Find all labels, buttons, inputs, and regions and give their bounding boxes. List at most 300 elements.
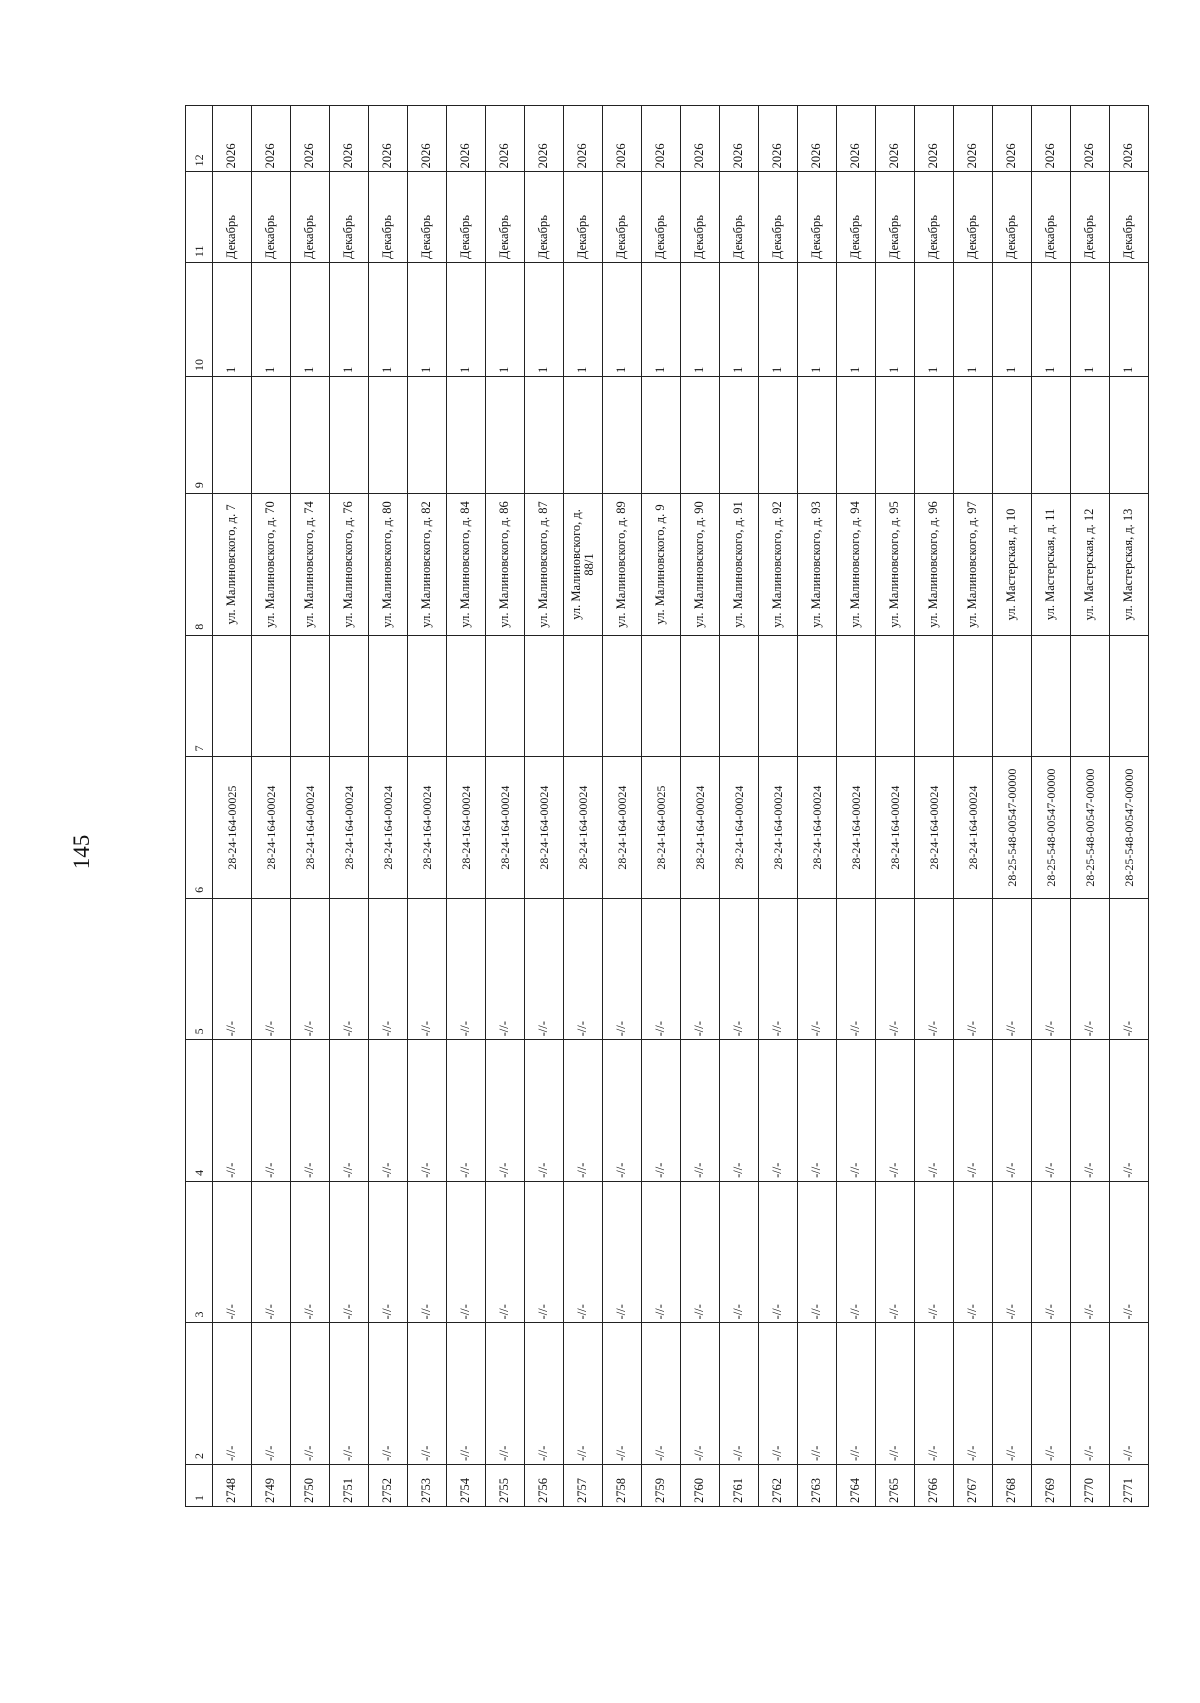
address-cell: ул. Малиновского, д. 84	[447, 494, 486, 636]
ditto-cell: -//-	[603, 1323, 642, 1465]
empty-cell	[252, 635, 291, 757]
table-row	[837, 106, 876, 1507]
empty-cell	[603, 376, 642, 493]
empty-cell	[681, 635, 720, 757]
ditto-cell: -//-	[1071, 1181, 1110, 1323]
page-number: 145	[69, 834, 94, 870]
ditto-cell: -//-	[1032, 1323, 1071, 1465]
ditto-cell: -//-	[252, 1323, 291, 1465]
ditto-cell: -//-	[525, 898, 564, 1040]
year-cell: 2026	[954, 106, 993, 172]
ditto-cell: -//-	[330, 1323, 369, 1465]
year-cell: 2026	[330, 106, 369, 172]
ditto-cell: -//-	[1110, 1040, 1149, 1182]
empty-cell	[642, 635, 681, 757]
ditto-cell: -//-	[447, 898, 486, 1040]
row-number-cell: 2769	[1032, 1464, 1071, 1506]
code-cell: 28-24-164-00024	[486, 757, 525, 899]
year-cell: 2026	[798, 106, 837, 172]
column-header: 12	[186, 106, 213, 172]
ditto-cell: -//-	[564, 1323, 603, 1465]
ditto-cell: -//-	[564, 1181, 603, 1323]
row-number-cell: 2771	[1110, 1464, 1149, 1506]
ditto-cell: -//-	[681, 898, 720, 1040]
code-cell: 28-25-548-00547-00000	[993, 757, 1032, 899]
address-cell: ул. Малиновского, д. 90	[681, 494, 720, 636]
address-cell: ул. Мастерская, д. 13	[1110, 494, 1149, 636]
empty-cell	[954, 635, 993, 757]
row-number-cell: 2767	[954, 1464, 993, 1506]
row-number-cell: 2764	[837, 1464, 876, 1506]
ditto-cell: -//-	[213, 898, 252, 1040]
month-cell: Декабрь	[252, 172, 291, 263]
column-header: 3	[186, 1181, 213, 1323]
row-number-cell: 2761	[720, 1464, 759, 1506]
month-cell: Декабрь	[837, 172, 876, 263]
month-cell: Декабрь	[213, 172, 252, 263]
ditto-cell: -//-	[213, 1181, 252, 1323]
row-number-cell: 2768	[993, 1464, 1032, 1506]
address-cell: ул. Мастерская, д. 11	[1032, 494, 1071, 636]
ditto-cell: -//-	[330, 1040, 369, 1182]
year-cell: 2026	[252, 106, 291, 172]
ditto-cell: -//-	[993, 1323, 1032, 1465]
ditto-cell: -//-	[213, 1323, 252, 1465]
ditto-cell: -//-	[798, 898, 837, 1040]
ditto-cell: -//-	[759, 1323, 798, 1465]
empty-cell	[837, 376, 876, 493]
address-cell: ул. Малиновского, д. 86	[486, 494, 525, 636]
ditto-cell: -//-	[681, 1040, 720, 1182]
code-cell: 28-24-164-00024	[291, 757, 330, 899]
empty-cell	[837, 635, 876, 757]
ditto-cell: -//-	[486, 1323, 525, 1465]
ditto-cell: -//-	[252, 1181, 291, 1323]
year-cell: 2026	[642, 106, 681, 172]
table-row	[681, 106, 720, 1507]
year-cell: 2026	[213, 106, 252, 172]
quantity-cell: 1	[915, 263, 954, 377]
year-cell: 2026	[369, 106, 408, 172]
month-cell: Декабрь	[1071, 172, 1110, 263]
year-cell: 2026	[759, 106, 798, 172]
ditto-cell: -//-	[603, 1040, 642, 1182]
empty-cell	[564, 635, 603, 757]
month-cell: Декабрь	[369, 172, 408, 263]
row-number-cell: 2754	[447, 1464, 486, 1506]
address-cell: ул. Малиновского, д. 9	[642, 494, 681, 636]
year-cell: 2026	[1110, 106, 1149, 172]
code-cell: 28-24-164-00024	[759, 757, 798, 899]
empty-cell	[876, 376, 915, 493]
code-cell: 28-24-164-00024	[681, 757, 720, 899]
empty-cell	[720, 376, 759, 493]
column-header: 11	[186, 172, 213, 263]
code-cell: 28-24-164-00024	[330, 757, 369, 899]
month-cell: Декабрь	[408, 172, 447, 263]
ditto-cell: -//-	[486, 1040, 525, 1182]
ditto-cell: -//-	[720, 1181, 759, 1323]
address-cell: ул. Малиновского, д. 89	[603, 494, 642, 636]
address-cell: ул. Малиновского, д. 80	[369, 494, 408, 636]
month-cell: Декабрь	[642, 172, 681, 263]
code-cell: 28-24-164-00024	[876, 757, 915, 899]
column-header: 4	[186, 1040, 213, 1182]
ditto-cell: -//-	[876, 1181, 915, 1323]
ditto-cell: -//-	[603, 1181, 642, 1323]
ditto-cell: -//-	[837, 1181, 876, 1323]
table-row	[564, 106, 603, 1507]
empty-cell	[408, 376, 447, 493]
code-cell: 28-24-164-00024	[798, 757, 837, 899]
ditto-cell: -//-	[720, 1323, 759, 1465]
month-cell: Декабрь	[1110, 172, 1149, 263]
ditto-cell: -//-	[291, 898, 330, 1040]
ditto-cell: -//-	[681, 1181, 720, 1323]
table-row	[915, 106, 954, 1507]
empty-cell	[564, 376, 603, 493]
address-cell: ул. Малиновского, д. 96	[915, 494, 954, 636]
year-cell: 2026	[291, 106, 330, 172]
empty-cell	[915, 376, 954, 493]
empty-cell	[408, 635, 447, 757]
header-row	[186, 106, 213, 1507]
code-cell: 28-24-164-00024	[954, 757, 993, 899]
empty-cell	[681, 376, 720, 493]
ditto-cell: -//-	[837, 898, 876, 1040]
empty-cell	[291, 635, 330, 757]
ditto-cell: -//-	[486, 898, 525, 1040]
address-cell: ул. Малиновского, д. 82	[408, 494, 447, 636]
empty-cell	[1071, 376, 1110, 493]
ditto-cell: -//-	[525, 1323, 564, 1465]
ditto-cell: -//-	[252, 898, 291, 1040]
year-cell: 2026	[1071, 106, 1110, 172]
code-cell: 28-24-164-00024	[720, 757, 759, 899]
ditto-cell: -//-	[525, 1181, 564, 1323]
table-row	[876, 106, 915, 1507]
ditto-cell: -//-	[642, 1323, 681, 1465]
month-cell: Декабрь	[486, 172, 525, 263]
ditto-cell: -//-	[642, 1181, 681, 1323]
code-cell: 28-24-164-00024	[447, 757, 486, 899]
row-number-cell: 2758	[603, 1464, 642, 1506]
row-number-cell: 2751	[330, 1464, 369, 1506]
code-cell: 28-24-164-00024	[252, 757, 291, 899]
quantity-cell: 1	[642, 263, 681, 377]
row-number-cell: 2765	[876, 1464, 915, 1506]
ditto-cell: -//-	[954, 898, 993, 1040]
empty-cell	[291, 376, 330, 493]
row-number-cell: 2755	[486, 1464, 525, 1506]
table-row	[1071, 106, 1110, 1507]
ditto-cell: -//-	[330, 1181, 369, 1323]
month-cell: Декабрь	[330, 172, 369, 263]
month-cell: Декабрь	[759, 172, 798, 263]
quantity-cell: 1	[876, 263, 915, 377]
year-cell: 2026	[447, 106, 486, 172]
quantity-cell: 1	[525, 263, 564, 377]
ditto-cell: -//-	[564, 1040, 603, 1182]
empty-cell	[213, 635, 252, 757]
empty-cell	[798, 635, 837, 757]
row-number-cell: 2762	[759, 1464, 798, 1506]
row-number-cell: 2770	[1071, 1464, 1110, 1506]
ditto-cell: -//-	[798, 1040, 837, 1182]
year-cell: 2026	[486, 106, 525, 172]
ditto-cell: -//-	[369, 1323, 408, 1465]
address-cell: ул. Малиновского, д. 97	[954, 494, 993, 636]
ditto-cell: -//-	[408, 1323, 447, 1465]
quantity-cell: 1	[720, 263, 759, 377]
quantity-cell: 1	[1071, 263, 1110, 377]
column-header: 10	[186, 263, 213, 377]
code-cell: 28-24-164-00024	[408, 757, 447, 899]
code-cell: 28-25-548-00547-00000	[1032, 757, 1071, 899]
month-cell: Декабрь	[915, 172, 954, 263]
empty-cell	[486, 376, 525, 493]
year-cell: 2026	[993, 106, 1032, 172]
empty-cell	[330, 635, 369, 757]
ditto-cell: -//-	[447, 1181, 486, 1323]
ditto-cell: -//-	[252, 1040, 291, 1182]
empty-cell	[993, 635, 1032, 757]
month-cell: Декабрь	[681, 172, 720, 263]
ditto-cell: -//-	[369, 1040, 408, 1182]
code-cell: 28-24-164-00024	[915, 757, 954, 899]
ditto-cell: -//-	[1110, 1181, 1149, 1323]
address-cell: ул. Малиновского, д. 87	[525, 494, 564, 636]
ditto-cell: -//-	[720, 1040, 759, 1182]
quantity-cell: 1	[408, 263, 447, 377]
empty-cell	[447, 376, 486, 493]
year-cell: 2026	[681, 106, 720, 172]
year-cell: 2026	[525, 106, 564, 172]
ditto-cell: -//-	[876, 898, 915, 1040]
empty-cell	[1071, 635, 1110, 757]
table-row	[408, 106, 447, 1507]
row-number-cell: 2766	[915, 1464, 954, 1506]
quantity-cell: 1	[564, 263, 603, 377]
address-cell: ул. Малиновского, д. 92	[759, 494, 798, 636]
empty-cell	[759, 635, 798, 757]
quantity-cell: 1	[759, 263, 798, 377]
table-body	[213, 106, 1149, 1507]
quantity-cell: 1	[213, 263, 252, 377]
empty-cell	[603, 635, 642, 757]
quantity-cell: 1	[291, 263, 330, 377]
table-row	[486, 106, 525, 1507]
quantity-cell: 1	[1110, 263, 1149, 377]
row-number-cell: 2763	[798, 1464, 837, 1506]
registry-table	[185, 105, 1149, 1507]
code-cell: 28-25-548-00547-00000	[1071, 757, 1110, 899]
code-cell: 28-24-164-00025	[642, 757, 681, 899]
ditto-cell: -//-	[486, 1181, 525, 1323]
quantity-cell: 1	[486, 263, 525, 377]
row-number-cell: 2760	[681, 1464, 720, 1506]
ditto-cell: -//-	[408, 898, 447, 1040]
address-cell: ул. Малиновского, д. 7	[213, 494, 252, 636]
ditto-cell: -//-	[993, 1181, 1032, 1323]
ditto-cell: -//-	[408, 1181, 447, 1323]
empty-cell	[525, 635, 564, 757]
quantity-cell: 1	[1032, 263, 1071, 377]
ditto-cell: -//-	[798, 1323, 837, 1465]
month-cell: Декабрь	[798, 172, 837, 263]
ditto-cell: -//-	[993, 898, 1032, 1040]
address-cell: ул. Малиновского, д. 88/1	[564, 494, 603, 636]
column-header: 1	[186, 1464, 213, 1506]
ditto-cell: -//-	[291, 1323, 330, 1465]
ditto-cell: -//-	[1071, 898, 1110, 1040]
ditto-cell: -//-	[1032, 1040, 1071, 1182]
quantity-cell: 1	[798, 263, 837, 377]
table-row	[954, 106, 993, 1507]
quantity-cell: 1	[603, 263, 642, 377]
month-cell: Декабрь	[447, 172, 486, 263]
column-header: 2	[186, 1323, 213, 1465]
address-cell: ул. Малиновского, д. 91	[720, 494, 759, 636]
ditto-cell: -//-	[369, 898, 408, 1040]
quantity-cell: 1	[252, 263, 291, 377]
code-cell: 28-24-164-00025	[213, 757, 252, 899]
column-header: 5	[186, 898, 213, 1040]
empty-cell	[252, 376, 291, 493]
quantity-cell: 1	[993, 263, 1032, 377]
ditto-cell: -//-	[837, 1323, 876, 1465]
row-number-cell: 2748	[213, 1464, 252, 1506]
table-row	[369, 106, 408, 1507]
row-number-cell: 2756	[525, 1464, 564, 1506]
ditto-cell: -//-	[447, 1323, 486, 1465]
year-cell: 2026	[564, 106, 603, 172]
empty-cell	[369, 635, 408, 757]
address-cell: ул. Малиновского, д. 76	[330, 494, 369, 636]
quantity-cell: 1	[369, 263, 408, 377]
code-cell: 28-24-164-00024	[564, 757, 603, 899]
month-cell: Декабрь	[564, 172, 603, 263]
ditto-cell: -//-	[993, 1040, 1032, 1182]
table-row	[330, 106, 369, 1507]
empty-cell	[330, 376, 369, 493]
table-row	[759, 106, 798, 1507]
row-number-cell: 2759	[642, 1464, 681, 1506]
table-row	[447, 106, 486, 1507]
ditto-cell: -//-	[681, 1323, 720, 1465]
ditto-cell: -//-	[564, 898, 603, 1040]
column-header: 6	[186, 757, 213, 899]
ditto-cell: -//-	[642, 898, 681, 1040]
ditto-cell: -//-	[1071, 1040, 1110, 1182]
ditto-cell: -//-	[642, 1040, 681, 1182]
empty-cell	[369, 376, 408, 493]
quantity-cell: 1	[330, 263, 369, 377]
ditto-cell: -//-	[447, 1040, 486, 1182]
empty-cell	[486, 635, 525, 757]
ditto-cell: -//-	[837, 1040, 876, 1182]
empty-cell	[447, 635, 486, 757]
code-cell: 28-24-164-00024	[603, 757, 642, 899]
month-cell: Декабрь	[525, 172, 564, 263]
empty-cell	[525, 376, 564, 493]
row-number-cell: 2753	[408, 1464, 447, 1506]
code-cell: 28-24-164-00024	[369, 757, 408, 899]
ditto-cell: -//-	[798, 1181, 837, 1323]
ditto-cell: -//-	[1071, 1323, 1110, 1465]
ditto-cell: -//-	[915, 898, 954, 1040]
address-cell: ул. Мастерская, д. 10	[993, 494, 1032, 636]
ditto-cell: -//-	[915, 1323, 954, 1465]
table-row	[720, 106, 759, 1507]
table-row	[252, 106, 291, 1507]
table-row	[525, 106, 564, 1507]
row-number-cell: 2757	[564, 1464, 603, 1506]
year-cell: 2026	[408, 106, 447, 172]
address-cell: ул. Малиновского, д. 74	[291, 494, 330, 636]
registry-table-container	[185, 105, 1136, 1507]
month-cell: Декабрь	[603, 172, 642, 263]
ditto-cell: -//-	[213, 1040, 252, 1182]
code-cell: 28-24-164-00024	[525, 757, 564, 899]
month-cell: Декабрь	[291, 172, 330, 263]
column-header: 8	[186, 494, 213, 636]
table-row	[291, 106, 330, 1507]
empty-cell	[1110, 635, 1149, 757]
row-number-cell: 2750	[291, 1464, 330, 1506]
month-cell: Декабрь	[1032, 172, 1071, 263]
ditto-cell: -//-	[369, 1181, 408, 1323]
year-cell: 2026	[1032, 106, 1071, 172]
year-cell: 2026	[837, 106, 876, 172]
address-cell: ул. Малиновского, д. 93	[798, 494, 837, 636]
address-cell: ул. Мастерская, д. 12	[1071, 494, 1110, 636]
ditto-cell: -//-	[603, 898, 642, 1040]
table-row	[1110, 106, 1149, 1507]
table-row	[993, 106, 1032, 1507]
empty-cell	[759, 376, 798, 493]
ditto-cell: -//-	[954, 1181, 993, 1323]
year-cell: 2026	[720, 106, 759, 172]
ditto-cell: -//-	[876, 1323, 915, 1465]
empty-cell	[798, 376, 837, 493]
empty-cell	[993, 376, 1032, 493]
empty-cell	[1110, 376, 1149, 493]
ditto-cell: -//-	[291, 1181, 330, 1323]
ditto-cell: -//-	[1032, 1181, 1071, 1323]
year-cell: 2026	[603, 106, 642, 172]
code-cell: 28-24-164-00024	[837, 757, 876, 899]
row-number-cell: 2749	[252, 1464, 291, 1506]
month-cell: Декабрь	[876, 172, 915, 263]
address-cell: ул. Малиновского, д. 70	[252, 494, 291, 636]
quantity-cell: 1	[954, 263, 993, 377]
table-row	[213, 106, 252, 1507]
month-cell: Декабрь	[954, 172, 993, 263]
column-header: 9	[186, 376, 213, 493]
table-row	[642, 106, 681, 1507]
empty-cell	[642, 376, 681, 493]
ditto-cell: -//-	[759, 1181, 798, 1323]
ditto-cell: -//-	[720, 898, 759, 1040]
empty-cell	[915, 635, 954, 757]
quantity-cell: 1	[837, 263, 876, 377]
table-row	[603, 106, 642, 1507]
empty-cell	[876, 635, 915, 757]
year-cell: 2026	[876, 106, 915, 172]
address-cell: ул. Малиновского, д. 95	[876, 494, 915, 636]
year-cell: 2026	[915, 106, 954, 172]
